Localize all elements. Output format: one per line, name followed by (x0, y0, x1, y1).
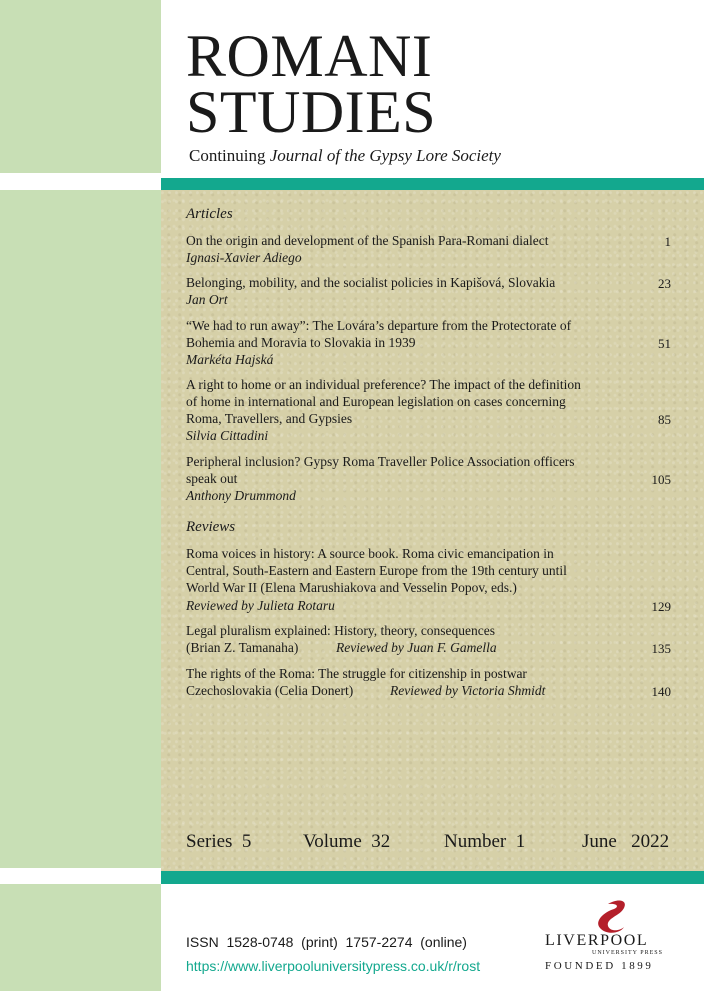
review-3-title-line-2: Czechoslovakia (Celia Donert) (186, 683, 354, 698)
review-2-reviewer: Reviewed by Juan F. Gamella (336, 640, 497, 655)
issue-date: June 2022 (582, 831, 670, 852)
issn-line: ISSN 1528-0748 (print) 1757-2274 (online) (186, 934, 467, 950)
review-2-title-line-1: Legal pluralism explained: History, theory, consequences (186, 623, 496, 638)
reviews-heading: Reviews (186, 519, 236, 535)
article-4-title-line-3: Roma, Travellers, and Gypsies (186, 411, 353, 426)
journal-url-link[interactable]: https://www.liverpooluniversitypress.co.uk/r/rost (186, 958, 481, 974)
article-2-title: Belonging, mobility, and the socialist policies in Kapišová, Slovakia (186, 275, 556, 290)
journal-title-line-1: ROMANI (186, 23, 433, 89)
article-1-title: On the origin and development of the Spanish Para-Romani dialect (186, 233, 549, 248)
logo-swoosh (598, 901, 625, 933)
article-5-page: 105 (651, 472, 671, 487)
issue-number: Number 1 (444, 831, 526, 852)
subtitle-italic: Journal of the Gypsy Lore Society (269, 146, 501, 165)
subtitle-prefix: Continuing (189, 146, 270, 165)
journal-subtitle (189, 146, 501, 166)
article-4-author: Silvia Cittadini (186, 428, 269, 443)
article-3-title-line-2: Bohemia and Moravia to Slovakia in 1939 (186, 335, 416, 350)
review-2-page: 135 (651, 641, 671, 656)
article-2-author: Jan Ort (186, 292, 228, 307)
review-3-page: 140 (651, 684, 671, 699)
teal-band-top (161, 178, 704, 190)
review-1-title-line-3: World War II (Elena Marushiakova and Vesselin Popov, eds.) (186, 580, 517, 595)
journal-title-line-2: STUDIES (186, 79, 437, 145)
article-2-page: 23 (658, 276, 671, 291)
article-1-page: 1 (664, 234, 671, 249)
left-green-strip (0, 0, 161, 991)
teal-band-bottom (161, 871, 704, 884)
publisher-name: LIVERPOOL (545, 932, 649, 949)
review-1-reviewer: Reviewed by Julieta Rotaru (186, 598, 335, 613)
review-3-reviewer: Reviewed by Victoria Shmidt (390, 683, 546, 698)
review-3-title-line-1: The rights of the Roma: The struggle for citizenship in postwar (186, 666, 527, 681)
issue-volume: Volume 32 (303, 831, 391, 852)
article-4-page: 85 (658, 412, 671, 427)
article-4-title-line-2: of home in international and European legislation on cases concerning (186, 394, 566, 409)
articles-heading: Articles (186, 206, 233, 222)
article-3-title-line-1: “We had to run away”: The Lovára’s departure from the Protectorate of (186, 318, 572, 333)
review-1-title-line-2: Central, South-Eastern and Eastern Europe from the 19th century until (186, 563, 567, 578)
issue-series: Series 5 (186, 831, 252, 852)
contents-panel (161, 190, 704, 871)
article-5-title-line-1: Peripheral inclusion? Gypsy Roma Traveller Police Association officers (186, 454, 575, 469)
article-3-author: Markéta Hajská (186, 352, 274, 367)
review-2-title-line-2: (Brian Z. Tamanaha) (186, 640, 299, 655)
review-1-page: 129 (651, 599, 671, 614)
article-3-page: 51 (658, 336, 671, 351)
publisher-subtitle: UNIVERSITY PRESS (592, 950, 663, 956)
article-5-title-line-2: speak out (186, 471, 238, 486)
article-5-author: Anthony Drummond (186, 488, 296, 503)
article-4-title-line-1: A right to home or an individual preference? The impact of the definition (186, 377, 581, 392)
strip-divider-bottom (0, 868, 161, 884)
review-1-title-line-1: Roma voices in history: A source book. Roma civic emancipation in (186, 546, 554, 561)
publisher-founded: FOUNDED 1899 (545, 960, 654, 972)
article-1-author: Ignasi-Xavier Adiego (186, 250, 302, 265)
strip-divider-top (0, 173, 161, 190)
